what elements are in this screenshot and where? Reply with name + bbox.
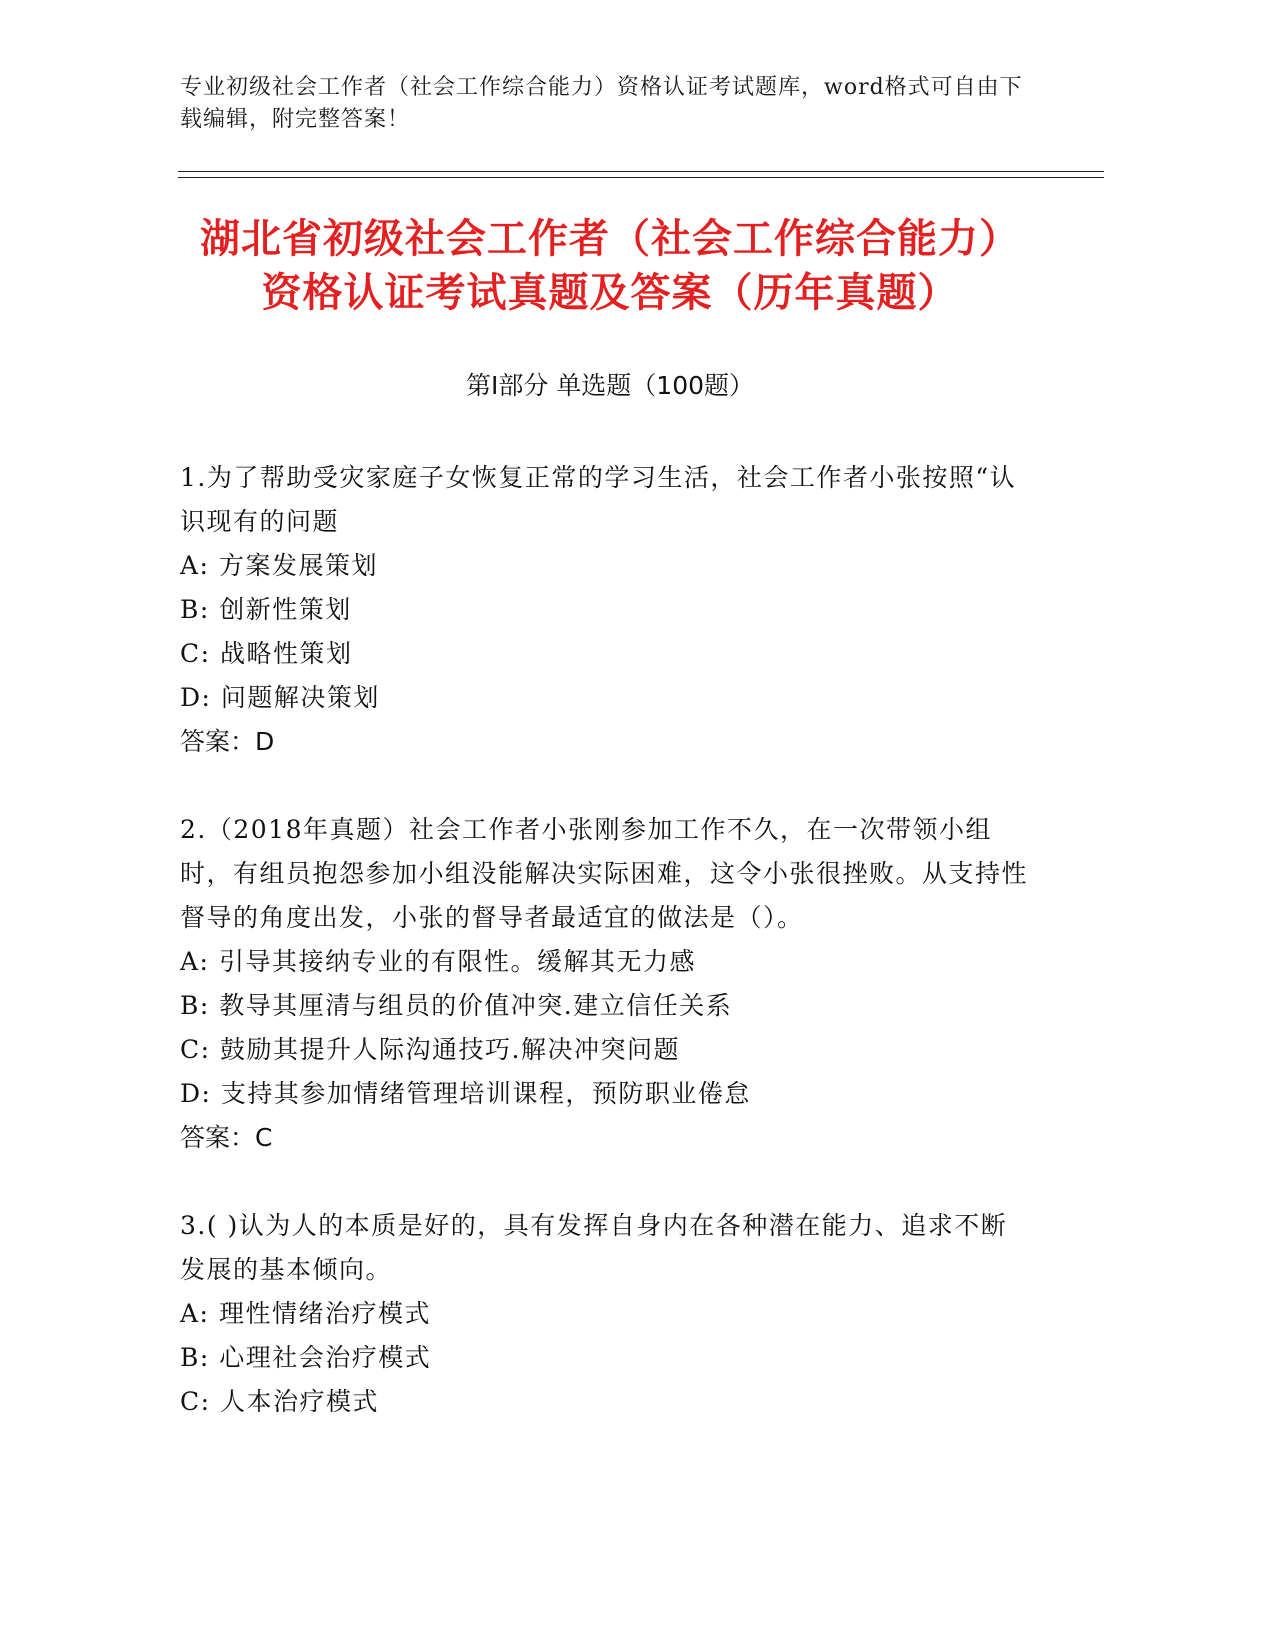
- option-label: C:: [180, 1387, 211, 1416]
- option-label: A:: [180, 947, 210, 976]
- option-c: [180, 632, 1030, 676]
- question-text: 2.（2018年真题）社会工作者小张刚参加工作不久，在一次带领小组时，有组员抱怨参加小组没能解决实际困难，这令小张很挫败。从支持性督导的角度出发，小张的督导者最适宜的做法是（）。: [180, 815, 1029, 932]
- option-text: 创新性策划: [219, 595, 352, 624]
- answer-value: C: [255, 1123, 273, 1152]
- answer-line: [180, 720, 1030, 764]
- option-text: 支持其参加情绪管理培训课程，预防职业倦怠: [220, 1079, 751, 1108]
- answer-value: D: [255, 727, 275, 756]
- option-text: 鼓励其提升人际沟通技巧.解决冲突问题: [220, 1035, 680, 1064]
- option-label: A:: [180, 1299, 210, 1328]
- section-heading: 第Ⅰ部分 单选题（100题）: [465, 371, 755, 400]
- option-d: [180, 676, 1030, 720]
- question-list: [180, 456, 1030, 1468]
- option-c: [180, 1380, 1030, 1424]
- option-text: 教导其厘清与组员的价值冲突.建立信任关系: [219, 991, 733, 1020]
- header-note: 专业初级社会工作者（社会工作综合能力）资格认证考试题库，word格式可自由下载编辑，附完整答案！: [180, 75, 1023, 132]
- option-text: 人本治疗模式: [220, 1387, 380, 1416]
- header-rule-top: [178, 171, 1104, 172]
- option-a: [180, 544, 1030, 588]
- option-a: [180, 1292, 1030, 1336]
- option-label: C:: [180, 1035, 211, 1064]
- answer-label: 答案：: [180, 1123, 256, 1152]
- option-b: [180, 588, 1030, 632]
- answer-label: 答案：: [180, 727, 256, 756]
- option-label: D:: [180, 683, 212, 712]
- option-text: 问题解决策划: [220, 683, 380, 712]
- question-2: [180, 808, 1030, 1160]
- option-label: B:: [180, 1343, 210, 1372]
- option-a: [180, 940, 1030, 984]
- option-b: [180, 984, 1030, 1028]
- option-text: 战略性策划: [220, 639, 353, 668]
- option-text: 心理社会治疗模式: [219, 1343, 432, 1372]
- option-text: 理性情绪治疗模式: [218, 1299, 431, 1328]
- option-label: B:: [180, 595, 210, 624]
- answer-line: [180, 1116, 1030, 1160]
- option-b: [180, 1336, 1030, 1380]
- option-text: 引导其接纳专业的有限性。缓解其无力感: [218, 947, 696, 976]
- option-d: [180, 1072, 1030, 1116]
- option-label: A:: [180, 551, 210, 580]
- header-rule-bottom: [178, 177, 1104, 178]
- question-3: [180, 1204, 1030, 1424]
- option-text: 方案发展策划: [218, 551, 378, 580]
- option-label: B:: [180, 991, 210, 1020]
- document-title: 湖北省初级社会工作者（社会工作综合能力）资格认证考试真题及答案（历年真题）: [200, 216, 1020, 316]
- option-label: D:: [180, 1079, 212, 1108]
- question-text: 3.( )认为人的本质是好的，具有发挥自身内在各种潜在能力、追求不断发展的基本倾向。: [180, 1211, 1008, 1284]
- question-text: 1.为了帮助受灾家庭子女恢复正常的学习生活，社会工作者小张按照“认识现有的问题: [180, 463, 1017, 536]
- question-1: [180, 456, 1030, 764]
- option-label: C:: [180, 639, 211, 668]
- option-c: [180, 1028, 1030, 1072]
